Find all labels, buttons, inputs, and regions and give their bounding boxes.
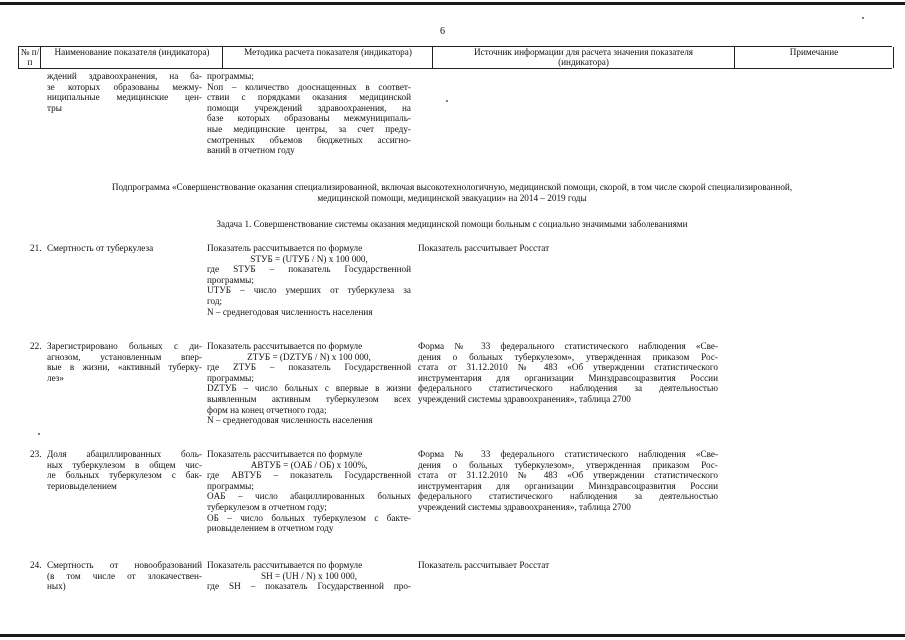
row-source xyxy=(418,341,718,405)
text-line: где STУБ – показатель Государственной xyxy=(207,264,411,275)
text-line: выявленным активным туберкулезом всех xyxy=(207,393,411,404)
row-number: 21. xyxy=(30,243,42,253)
row-number: 24. xyxy=(30,560,42,570)
text-line: инструментария для организации Минздравсоцразвития России xyxy=(418,372,718,383)
text-line: дения о больных туберкулезом», утвержденная приказом Рос- xyxy=(418,459,718,470)
page-number: 6 xyxy=(440,26,445,37)
text-line: ствии с порядками оказания медицинской xyxy=(207,92,411,103)
text-line: Показатель рассчитывается по формуле xyxy=(207,341,363,351)
task-heading xyxy=(20,219,884,230)
row-name xyxy=(47,243,202,254)
text-line: инструментария для организации Минздравсоцразвития России xyxy=(418,480,718,491)
text-line: UTУБ – число умерших от туберкулеза за xyxy=(207,285,411,296)
subprogram-heading xyxy=(20,182,884,203)
text-line: ных туберкулезом в общем чис- xyxy=(47,459,202,470)
row-number: 22. xyxy=(30,341,42,351)
text-line: Форма № 33 федерального статистического наблюдения «Све- xyxy=(418,341,718,351)
bottom-border xyxy=(0,634,905,637)
text-line: тры xyxy=(47,102,62,113)
text-line: риовыделением в отчетном году xyxy=(207,523,334,534)
text-line: ждений здравоохранения, на ба- xyxy=(47,71,202,81)
scan-speck xyxy=(38,433,40,435)
text-line: программы; xyxy=(207,71,254,81)
text-line: стата от 31.12.2010 № 483 «Об утверждении статистического xyxy=(418,470,718,481)
text-line: где ABТУБ – показатель Государственной xyxy=(207,470,411,481)
header-name: Наименование показателя (индикатора) xyxy=(40,47,223,68)
text-line: N – среднегодовая численность населения xyxy=(207,415,373,426)
text-line: Форма № 33 федерального статистического наблюдения «Све- xyxy=(418,449,718,459)
row-name xyxy=(47,449,202,491)
text-line: дения о больных туберкулезом», утвержденная приказом Рос- xyxy=(418,351,718,362)
header-note: Примечание xyxy=(734,47,894,68)
formula-line: ZТУБ = (DZТУБ / N) x 100 000, xyxy=(247,351,371,362)
header-method: Методика расчета показателя (индикатора) xyxy=(222,47,433,68)
text-line: OБ – число больных туберкулезом с бакте- xyxy=(207,512,411,523)
row-method xyxy=(207,243,411,317)
scan-speck xyxy=(862,17,864,19)
text-line: федерального статистического наблюдения за деятельностью xyxy=(418,491,718,502)
text-line: Зарегистрировано больных с ди- xyxy=(47,341,202,351)
text-line: вые в жизни, «активный туберку- xyxy=(47,362,202,373)
scan-speck xyxy=(446,100,448,102)
table-header xyxy=(18,46,892,69)
text-line: Смертность от туберкулеза xyxy=(47,243,154,253)
text-line: OАБ – число абациллированных больных xyxy=(207,491,411,502)
text-line: Показатель рассчитывается по формуле xyxy=(207,243,363,253)
text-line: год; xyxy=(207,295,223,306)
text-line: ниципальные медицинские цен- xyxy=(47,92,202,103)
text-line: Показатель рассчитывается по формуле xyxy=(207,560,363,570)
text-line: федерального статистического наблюдения за деятельностью xyxy=(418,383,718,394)
text-line: N – среднегодовая численность населения xyxy=(207,306,373,317)
row-source xyxy=(418,449,718,513)
text-line: териовыделением xyxy=(47,480,117,491)
text-line: DZТУБ – число больных с впервые в жизни xyxy=(207,383,411,394)
text-line: программы; xyxy=(207,274,254,285)
text-line: лез» xyxy=(47,372,64,383)
text-line: Nоп – количество дооснащенных в соответ- xyxy=(207,81,411,92)
header-source: Источник информации для расчета значения показателя (индикатора) xyxy=(432,47,734,68)
text-line: форм на конец отчетного года; xyxy=(207,404,327,415)
text-line: Задача 1. Совершенствование системы оказания медицинской помощи больным с социально значимыми заболеваниями xyxy=(216,219,688,229)
row-number: 23. xyxy=(30,449,42,459)
text-line: ле больных туберкулезом с бак- xyxy=(47,470,202,481)
text-line: Доля абациллированных боль- xyxy=(47,449,202,459)
text-line: Показатель рассчитывается по формуле xyxy=(207,449,363,459)
text-line: где ZТУБ – показатель Государственной xyxy=(207,362,411,373)
text-line: программы; xyxy=(207,372,254,383)
text-line: ваний в отчетном году xyxy=(207,145,295,156)
text-line: зе которых образованы межму- xyxy=(47,81,202,92)
text-line: агнозом, установленным впер- xyxy=(47,351,202,362)
text-line: туберкулезом в отчетном году; xyxy=(207,501,327,512)
continuation-name xyxy=(47,71,202,113)
text-line: учреждений системы здравоохранения», таблица 2700 xyxy=(418,393,631,404)
text-line: учреждений системы здравоохранения», таблица 2700 xyxy=(418,501,631,512)
row-name xyxy=(47,560,202,592)
text-line: (в том числе от злокачествен- xyxy=(47,570,202,581)
text-line: где SН – показатель Государственной про- xyxy=(207,581,411,592)
continuation-method xyxy=(207,71,411,156)
text-line: Подпрограмма «Совершенствование оказания специализированной, включая высокотехнологичную, медицинской помощи, скорой, в том числе скорой специализированной, xyxy=(111,182,793,192)
row-method xyxy=(207,341,411,426)
row-source xyxy=(418,243,718,254)
formula-line: STУБ = (UTУБ / N) x 100 000, xyxy=(250,253,368,264)
text-line: ных) xyxy=(47,581,66,592)
text-line: медицинской помощи, медицинской эвакуации» на 2014 – 2019 годы xyxy=(317,192,587,203)
row-name xyxy=(47,341,202,383)
text-line: помощи учреждений здравоохранения, на xyxy=(207,102,411,113)
text-line: Показатель рассчитывает Росстат xyxy=(418,560,550,570)
text-line: Смертность от новообразований xyxy=(47,560,202,570)
header-num: № п/п xyxy=(18,47,41,68)
row-method xyxy=(207,560,411,592)
row-source xyxy=(418,560,718,571)
top-border xyxy=(0,2,905,5)
formula-line: SН = (UН / N) x 100 000, xyxy=(260,570,358,581)
text-line: базе которых образованы межмуниципаль- xyxy=(207,113,411,124)
text-line: Показатель рассчитывает Росстат xyxy=(418,243,550,253)
text-line: стата от 31.12.2010 № 483 «Об утверждении статистического xyxy=(418,362,718,373)
text-line: программы; xyxy=(207,480,254,491)
formula-line: ABТУБ = (OАБ / OБ) x 100%, xyxy=(250,459,368,470)
row-method xyxy=(207,449,411,534)
text-line: ные медицинские центры, за счет преду- xyxy=(207,123,411,134)
text-line: смотренных объемов бюджетных ассигно- xyxy=(207,134,411,145)
